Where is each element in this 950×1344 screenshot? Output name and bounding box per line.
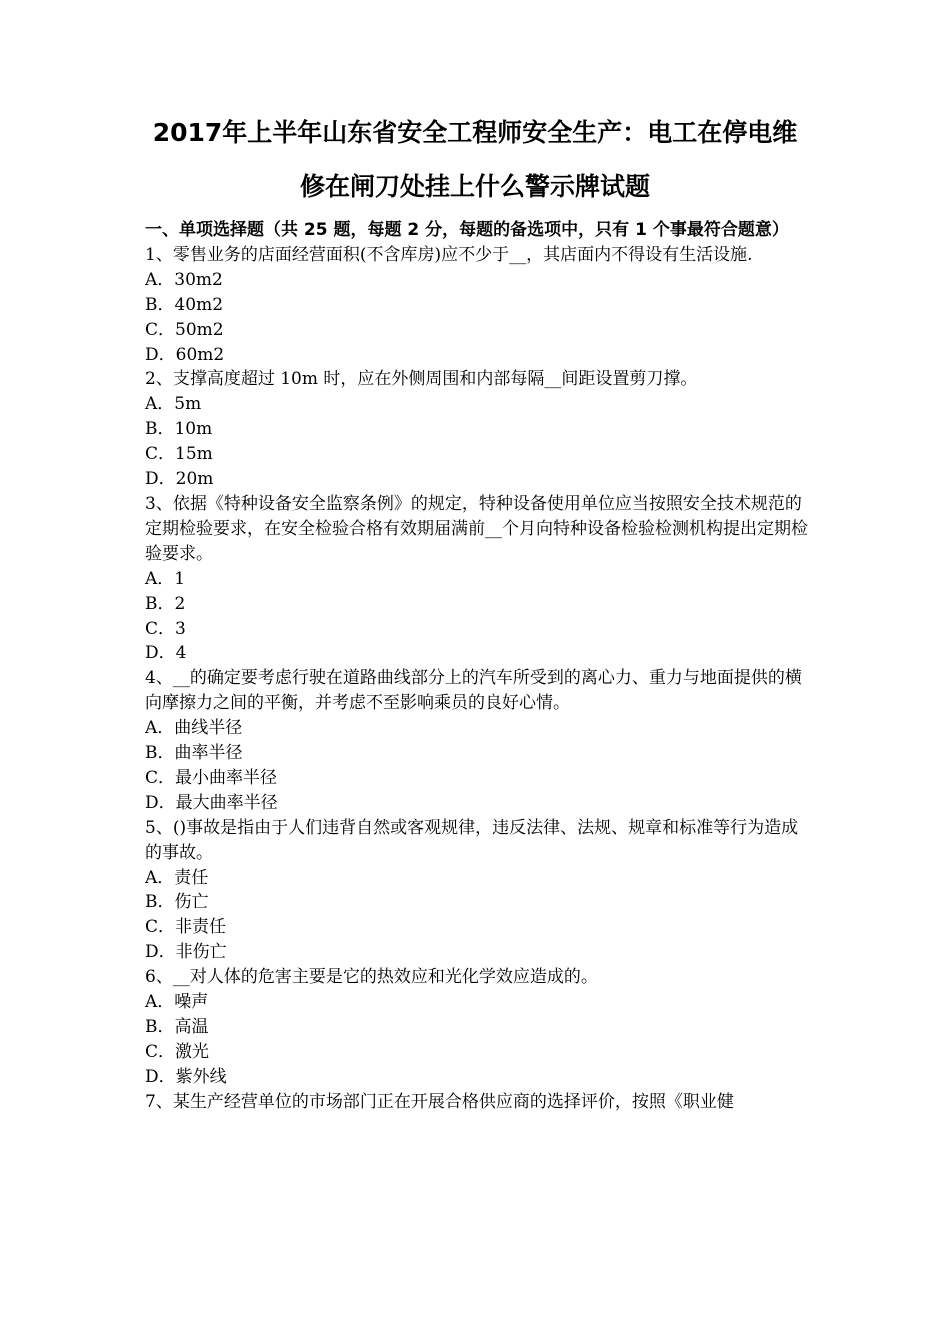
question-text: 6、__对人体的危害主要是它的热效应和光化学效应造成的。 [145,967,598,988]
question-text: 3、依据《特种设备安全监察条例》的规定，特种设备使用单位应当按照安全技术规范的定期检验要求，在安全检验合格有效期届满前__个月向特种设备检验检测机构提出定期检验要求。 [145,493,808,564]
option-b: B．伤亡 [145,892,209,913]
question-text: 2、支撑高度超过 10m 时，应在外侧周围和内部每隔__间距设置剪刀撑。 [145,369,698,390]
option-b: B．40m2 [145,294,224,315]
option-c: C．15m [145,444,213,465]
question-text: 7、某生产经营单位的市场部门正在开展合格供应商的选择评价，按照《职业健 [145,1091,734,1112]
option-b: B．曲率半径 [145,743,243,764]
option-c: C．最小曲率半径 [145,767,278,788]
question-text: 1、零售业务的店面经营面积(不含库房)应不少于__，其店面内不得设有生活设施. [145,244,753,265]
question-4 [145,666,815,815]
question-6 [145,965,815,1090]
section-heading: 一、单项选择题（共 25 题，每题 2 分，每题的备选项中，只有 1 个事最符合题意） [145,220,789,240]
option-d: D．60m2 [145,344,225,365]
option-a: A．曲线半径 [145,718,243,739]
option-c: C．50m2 [145,319,224,340]
option-a: A．责任 [145,867,209,888]
option-d: D．非伤亡 [145,942,227,963]
question-2 [145,367,815,492]
question-7 [145,1090,815,1115]
option-d: D．最大曲率半径 [145,792,278,813]
option-b: B．2 [145,593,186,614]
option-d: D．4 [145,643,187,664]
option-d: D．紫外线 [145,1066,227,1087]
question-text: 5、()事故是指由于人们违背自然或客观规律，违反法律、法规、规章和标准等行为造成的事故。 [145,817,799,863]
question-3 [145,492,815,666]
option-d: D．20m [145,469,214,490]
document-title-line-1: 2017年上半年山东省安全工程师安全生产：电工在停电维 [152,118,798,147]
option-b: B．10m [145,419,213,440]
option-c: C．3 [145,618,186,639]
option-a: A．5m [145,394,202,415]
option-c: C．激光 [145,1041,210,1062]
question-1 [145,243,815,368]
option-a: A．1 [145,568,186,589]
question-5 [145,816,815,965]
document-title-line-2: 修在闸刀处挂上什么警示牌试题 [299,172,650,201]
question-text: 4、__的确定要考虑行驶在道路曲线部分上的汽车所受到的离心力、重力与地面提供的横向摩擦力之间的平衡，并考虑不至影响乘员的良好心情。 [145,668,802,714]
option-c: C．非责任 [145,917,227,938]
option-b: B．高温 [145,1017,209,1037]
option-a: A．30m2 [145,269,223,290]
option-a: A．噪声 [145,992,209,1013]
document-body [145,218,815,1115]
